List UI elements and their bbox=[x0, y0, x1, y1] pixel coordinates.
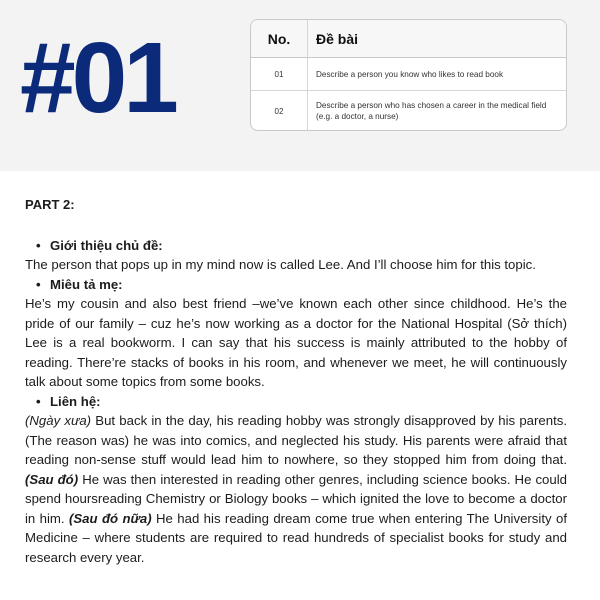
time-marker: (Ngày xưa) bbox=[25, 413, 92, 428]
heading-text: Liên hệ: bbox=[50, 393, 101, 409]
bullet-icon: • bbox=[36, 276, 41, 292]
part-title: PART 2: bbox=[25, 197, 75, 212]
table-row bbox=[251, 58, 566, 91]
paragraph-text: He had his reading dream come true when entering The University of Medicine – where students are required to read hundreds of specialist books for study and research every year. bbox=[25, 510, 567, 565]
row-topic: Describe a person who has chosen a career in the medical field (e.g. a doctor, a nurse) bbox=[316, 101, 547, 121]
time-marker: (Sau đó) bbox=[25, 471, 79, 487]
paragraph-text: He was then interested in reading other genres, including science books. He could spend hoursreading Chemistry or Biology books – which ignited the love to become a doctor in him. bbox=[25, 471, 567, 526]
column-header-no: No. bbox=[251, 20, 308, 57]
description-paragraph: He’s my cousin and also best friend –we’ve known each other since childhood. He’s the pride of our family – cuz he’s now working as a doctor for the National Hospital (Sở thích) Lee is a real bookworm. I can say that his success is mainly attributed to the hobby of reading. There’re stacks of books in his room, and whenever we meet, he will continuously talk about some topics from some books. bbox=[25, 296, 567, 389]
row-topic: Describe a person you know who likes to read book bbox=[316, 69, 504, 79]
section-heading-description bbox=[25, 275, 567, 295]
section-heading-connection bbox=[25, 392, 567, 412]
topic-number: #01 bbox=[20, 22, 175, 134]
row-number: 01 bbox=[251, 58, 308, 90]
heading-text: Giới thiệu chủ đề: bbox=[50, 237, 163, 253]
intro-paragraph: The person that pops up in my mind now is called Lee. And I’ll choose him for this topic. bbox=[25, 257, 536, 272]
row-number: 02 bbox=[251, 91, 308, 131]
answer-content bbox=[25, 195, 567, 567]
header-banner bbox=[0, 0, 600, 171]
heading-text: Miêu tả mẹ: bbox=[50, 276, 123, 292]
table-header-row bbox=[251, 20, 566, 58]
column-header-topic: Đề bài bbox=[316, 30, 359, 47]
table-row bbox=[251, 91, 566, 131]
paragraph-text: But back in the day, his reading hobby was strongly disapproved by his parents. (The reason was) he was into comics, and neglected his study. His parents were afraid that reading non-sense stuff would lead him to nowhere, so they stopped him from doing that. bbox=[25, 413, 567, 467]
connection-paragraph bbox=[25, 411, 567, 567]
section-heading-intro bbox=[25, 236, 567, 256]
bullet-icon: • bbox=[36, 393, 41, 409]
time-marker: (Sau đó nữa) bbox=[68, 510, 152, 526]
bullet-icon: • bbox=[36, 237, 41, 253]
topic-table bbox=[250, 19, 567, 131]
